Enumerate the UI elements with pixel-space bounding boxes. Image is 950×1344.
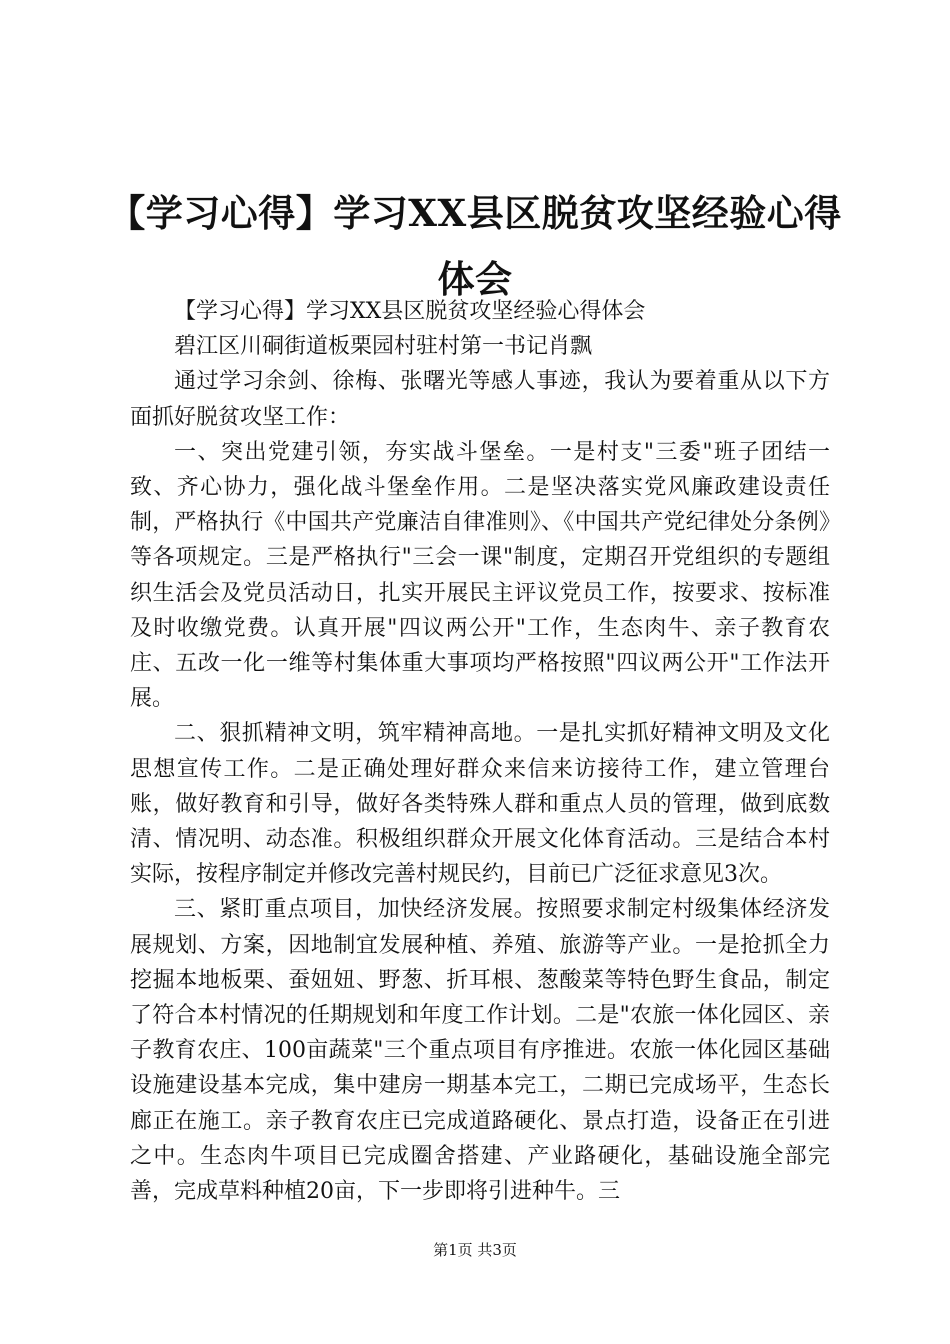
paragraph-intro: 通过学习余剑、徐梅、张曙光等感人事迹，我认为要着重从以下方面抓好脱贫攻坚工作： (130, 369, 830, 430)
document-body (130, 294, 830, 1209)
paragraph-section-one: 一、突出党建引领，夯实战斗堡垒。一是村支"三委"班子团结一致、齐心协力，强化战斗堡垒作用。二是坚决落实党风廉政建设责任制，严格执行《中国共产党廉洁自律准则》、《中国共产党纪律处分条例》等各项规定。三是严格执行"三会一课"制度，定期召开党组织的专题组织生活会及党员活动日，扎实开展民主评议党员工作，按要求、按标准及时收缴党费。认真开展"四议两公开"工作，生态肉牛、亲子教育农庄、五改一化一维等村集体重大事项均严格按照"四议两公开"工作法开展。 (130, 439, 830, 712)
paragraph-section-two: 二、狠抓精神文明，筑牢精神高地。一是扎实抓好精神文明及文化思想宣传工作。二是正确处理好群众来信来访接待工作，建立管理台账，做好教育和引导，做好各类特殊人群和重点人员的管理，做到底数清、情况明、动态准。积极组织群众开展文化体育活动。三是结合本村实际，按程序制定并修改完善村规民约，目前已广泛征求意见3次。 (130, 721, 830, 888)
page-number-footer: 第1页 共3页 (433, 1241, 517, 1259)
paragraph-heading-repeat: 【学习心得】学习XX县区脱贫攻坚经验心得体会 (174, 299, 646, 324)
paragraph-author: 碧江区川硐街道板栗园村驻村第一书记肖飘 (174, 334, 593, 360)
document-title: 【学习心得】学习XX县区脱贫攻坚经验心得体会 (108, 191, 842, 301)
paragraph-section-three: 三、紧盯重点项目，加快经济发展。按照要求制定村级集体经济发展规划、方案，因地制宜发展种植、养殖、旅游等产业。一是抢抓全力挖掘本地板栗、蚕妞妞、野葱、折耳根、葱酸菜等特色野生食品，制定了符合本村情况的任期规划和年度工作计划。二是"农旅一体化园区、亲子教育农庄、100亩蔬菜"三个重点项目有序推进。农旅一体化园区基础设施建设基本完成，集中建房一期基本完工，二期已完成场平，生态长廊正在施工。亲子教育农庄已完成道路硬化、景点打造，设备正在引进之中。生态肉牛项目已完成圈舍搭建、产业路硬化，基础设施全部完善，完成草料种植20亩，下一步即将引进种牛。三 (130, 897, 830, 1205)
